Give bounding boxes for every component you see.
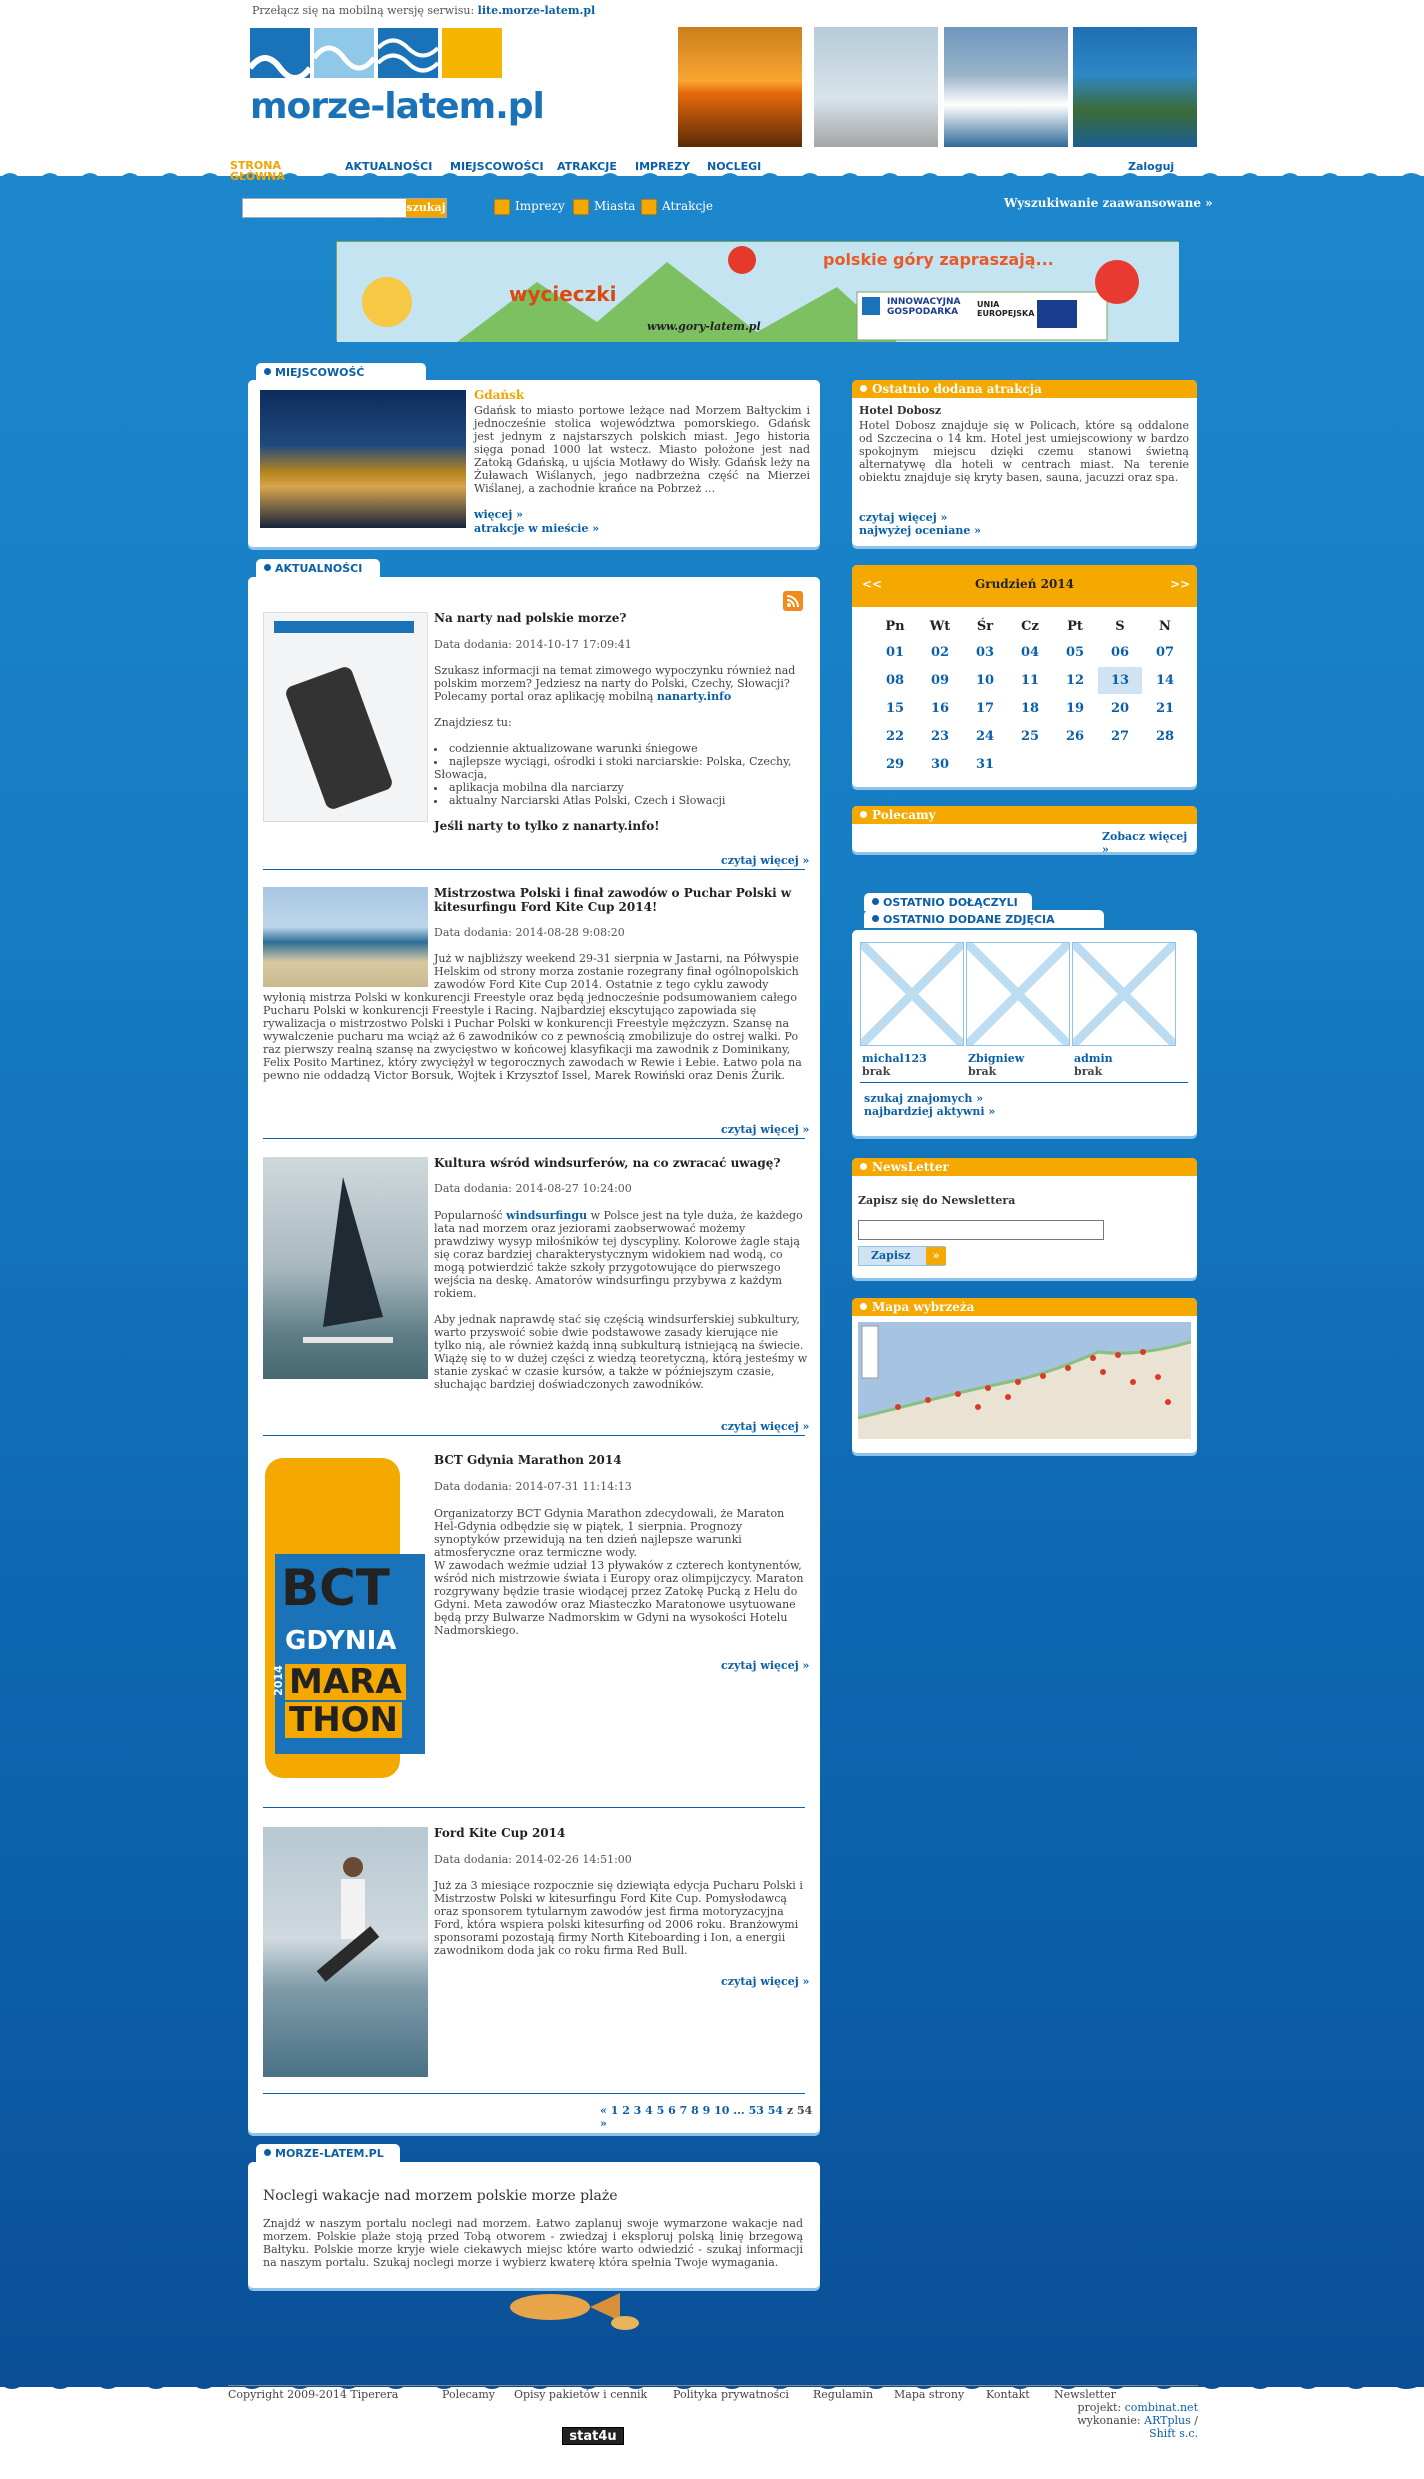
- footer-exec-link2[interactable]: Shift s.c.: [1149, 2427, 1198, 2440]
- list-item: • aplikacja mobilna dla narciarzy: [434, 781, 804, 794]
- article-1-body: [434, 664, 804, 833]
- article-1-list: [434, 742, 804, 807]
- calendar-panel: [852, 565, 1197, 787]
- article-5-title[interactable]: Ford Kite Cup 2014: [434, 1826, 566, 1840]
- pager-53[interactable]: 53: [748, 2104, 764, 2117]
- bct-thon-text: THON: [285, 1702, 402, 1738]
- calendar-days-row: [873, 614, 1187, 638]
- article-3-float: [263, 1209, 434, 1381]
- calendar-day[interactable]: 22: [885, 729, 905, 744]
- calendar-day[interactable]: 16: [930, 701, 950, 716]
- calendar-week: [873, 667, 1187, 694]
- footer-credits: projekt: combinat.net wykonanie: ARTplus / Shift s.c.: [1077, 2401, 1198, 2440]
- tab-recently-joined[interactable]: OSTATNIO DOŁĄCZYLI: [864, 893, 1032, 911]
- nanarty-link[interactable]: nanarty.info: [656, 690, 732, 703]
- newsletter-header: NewsLetter: [852, 1158, 1197, 1176]
- calendar-day[interactable]: 11: [1020, 673, 1040, 688]
- windsurfing-link[interactable]: windsurfingu: [506, 1209, 588, 1222]
- user-name-link[interactable]: admin: [1074, 1052, 1113, 1065]
- article-3-text2: Aby jednak naprawdę stać się częścią windsurferskiej subkultury, warto przyswoić sobie dwie podstawowe zasady kierujące nie tylko nią, ale również każdą inną subkulturą istniejącą na świecie. Wiążę się to w dużej części z wiedzą teoretyczną, którą jesteśmy w stanie zyskać w czasie kursów, a także w późniejszym czasie, słuchając bardziej doświadczonych zawodników.: [434, 1313, 808, 1391]
- checkbox-atrakcje[interactable]: [641, 199, 657, 215]
- attraction-header: Ostatnio dodana atrakcja: [852, 380, 1197, 398]
- rss-icon-glyph: [783, 591, 803, 611]
- footer-link-privacy[interactable]: Polityka prywatności: [673, 2388, 789, 2401]
- date-value: 2014-08-28 9:08:20: [515, 926, 625, 939]
- coast-map[interactable]: [858, 1322, 1191, 1439]
- stat4u-badge[interactable]: stat4u: [562, 2427, 624, 2445]
- recommend-more-link[interactable]: Zobacz więcej »: [1102, 830, 1188, 856]
- tab-town-of-week: MIEJSCOWOŚĆ: [256, 363, 426, 394]
- arrow-right-icon: »: [926, 1247, 946, 1265]
- nav-aktualnosci[interactable]: AKTUALNOŚCI: [345, 160, 433, 173]
- about-text: Znajdź w naszym portalu noclegi nad morzem. Łatwo zaplanuj swoje wymarzone wakacje nad morzem. Polskie plaże stoją przed Tobą otworem - zwiedzaj i eksploruj polską linię brzegową Bałtyku. Polskie morze kryje wiele ciekawych miejsc które warto odwiedzić - szukaj informacji na naszym portalu. Szukaj noclegi morze i wybierz kwaterę która spełnia Twoje wymagania.: [263, 2217, 803, 2269]
- find-friends-link[interactable]: szukaj znajomych »: [864, 1092, 984, 1105]
- article-2-float: [263, 952, 434, 990]
- calendar-day[interactable]: 12: [1065, 673, 1085, 688]
- calendar-day[interactable]: 09: [930, 673, 950, 688]
- attraction-name[interactable]: Hotel Dobosz: [859, 404, 942, 417]
- date-label: Data dodania:: [434, 1182, 512, 1195]
- calendar-day[interactable]: 03: [975, 645, 995, 660]
- town-name-link[interactable]: Gdańsk: [474, 388, 525, 402]
- article-2-read-more[interactable]: czytaj więcej »: [721, 1123, 810, 1136]
- footer-exec-link[interactable]: ARTplus: [1144, 2414, 1191, 2427]
- pager-next[interactable]: »: [600, 2117, 607, 2130]
- article-2-text: Już w najbliższy weekend 29-31 sierpnia w Jastarni, na Półwyspie Helskim od strony morza zostanie rozegrany finał ogólnopolskich zawodów Ford Kite Cup 2014. Ostatnie z tego cyklu zawody wyłonią mistrza Polski w konkurencji Freestyle oraz będą jednocześnie podsumowaniem całego Pucharu Polski w konkurencji Freestyle i Racing. Najbardziej ekscytująco zapowiada się rywalizacja o mistrzostwo Polski i Puchar Polski w konkurencji Freestyle mężczyzn. Szansę na wywalczenie pucharu ma wciąż aż 6 zawodników co z pewnością zmobilizuje do ostrej walki. Po raz pierwszy realną szansę na zwycięstwo w końcowej klasyfikacji ma zawodnik z Dominikany, Felix Posito Martinez, który zwyciężył w tegorocznych zawodach w Rewie i Łebie. Łatwo pola na pewno nie oddadzą Victor Borsuk, Wojtek i Krzysztof Issel, Marek Rowiński oraz Denis Żurik.: [263, 952, 802, 1082]
- tab-news: AKTUALNOŚCI: [256, 559, 380, 577]
- town-of-week-panel: [248, 380, 820, 547]
- calendar-grid: [872, 613, 1188, 779]
- footer-link-sitemap[interactable]: Mapa strony: [894, 2388, 965, 2401]
- article-5-date: [434, 1853, 632, 1866]
- most-active-link[interactable]: najbardziej aktywni »: [864, 1105, 996, 1118]
- footer-link-terms[interactable]: Regulamin: [813, 2388, 874, 2401]
- calendar-day[interactable]: 25: [1020, 729, 1040, 744]
- search-button[interactable]: szukaj: [406, 199, 446, 217]
- article-separator: [263, 1435, 805, 1436]
- article-separator: [263, 1138, 805, 1139]
- article-1-date: [434, 638, 632, 651]
- fish-decoration: [490, 2285, 650, 2335]
- date-label: Data dodania:: [434, 1480, 512, 1493]
- banner-headline: polskie góry zapraszają...: [823, 250, 1054, 269]
- banner-wycieczki: wycieczki: [509, 282, 617, 306]
- date-value: 2014-08-27 10:24:00: [515, 1182, 632, 1195]
- town-attractions-link[interactable]: atrakcje w mieście »: [474, 522, 600, 535]
- footer-proj-label: projekt:: [1077, 2401, 1122, 2414]
- date-label: Data dodania:: [434, 638, 512, 651]
- article-3-body: [263, 1209, 808, 1391]
- calendar-next[interactable]: >>: [1170, 577, 1191, 591]
- recommend-header: Polecamy: [852, 806, 1197, 824]
- bct-year-text: 2014: [271, 1665, 285, 1696]
- calendar-day[interactable]: 10: [975, 673, 995, 688]
- calendar-day[interactable]: 07: [1155, 645, 1175, 660]
- bct-gdynia-text: GDYNIA: [285, 1626, 397, 1656]
- town-description: Gdańsk to miasto portowe leżące nad Morzem Bałtyckim i jednocześnie stolica województwa pomorskiego. Gdańsk jest jednym z najstarszych polskich miast. Jego historia sięga ponad 1000 lat wstecz. Miasto położone jest nad Zatoką Gdańską, u ujścia Motławy do Wisły. Gdańsk leży na Żuławach Wiślanych, jego nadbrzeżna część na Mierzei Wiślanej, a zachodnie krańce na Pobrzeż ...: [474, 404, 810, 495]
- newsletter-panel: [852, 1158, 1197, 1278]
- article-1-intro: Szukasz informacji na temat zimowego wypoczynku również nad polskim morzem? Jedziesz na narty do Polski, Czechy, Słowacji? Polecamy portal oraz aplikację mobilną: [434, 664, 796, 703]
- mobile-version-link[interactable]: lite.morze-latem.pl: [477, 4, 596, 17]
- calendar-day-today[interactable]: 13: [1098, 667, 1142, 694]
- article-1-title[interactable]: Na narty nad polskie morze?: [434, 611, 627, 625]
- news-panel: [248, 577, 820, 2133]
- tab-about: MORZE-LATEM.PL: [256, 2144, 400, 2162]
- article-3-date: [434, 1182, 632, 1195]
- pager-54[interactable]: 54: [767, 2104, 784, 2117]
- user-photo-placeholder[interactable]: [966, 942, 1070, 1046]
- header-photo-seagull: [814, 27, 938, 147]
- about-panel: [248, 2162, 820, 2288]
- calendar-day[interactable]: 27: [1110, 729, 1130, 744]
- user-photo-placeholder[interactable]: [860, 942, 964, 1046]
- gdansk-photo[interactable]: [260, 390, 466, 528]
- calendar-day[interactable]: 30: [930, 757, 950, 772]
- article-5-read-more[interactable]: czytaj więcej »: [721, 1975, 810, 1988]
- calendar-prev[interactable]: <<: [862, 577, 883, 591]
- calendar-day: [1008, 751, 1052, 778]
- banner-url: www.gory-latem.pl: [647, 320, 761, 333]
- calendar-day: [1143, 751, 1187, 778]
- tab-recent-photos[interactable]: OSTATNIO DODANE ZDJĘCIA: [864, 910, 1104, 928]
- about-title: Noclegi wakacje nad morzem polskie morze plaże: [263, 2188, 618, 2204]
- article-2-title[interactable]: Mistrzostwa Polski i finał zawodów o Puchar Polski w kitesurfingu Ford Kite Cup 2014!: [434, 886, 792, 914]
- nav-home[interactable]: STRONA GŁÓWNA: [230, 159, 285, 183]
- calendar-day[interactable]: 31: [975, 757, 995, 772]
- article-3-title[interactable]: Kultura wśród windsurferów, na co zwracać uwagę?: [434, 1156, 781, 1170]
- recommend-panel: [852, 806, 1197, 856]
- article-4-title[interactable]: BCT Gdynia Marathon 2014: [434, 1453, 622, 1467]
- article-1-image[interactable]: [263, 612, 428, 822]
- calendar-day: [1053, 751, 1097, 778]
- section-separator: [860, 1082, 1188, 1083]
- advanced-search-link[interactable]: Wyszukiwanie zaawansowane »: [1004, 196, 1213, 210]
- article-3-read-more[interactable]: czytaj więcej »: [721, 1420, 810, 1433]
- newsletter-button-label: Zapisz: [871, 1249, 911, 1262]
- attraction-panel: [852, 380, 1197, 546]
- mobile-note-text: Przełącz się na mobilną wersję serwisu:: [252, 4, 475, 17]
- footer-copyright: Copyright 2009-2014 Tiperera: [228, 2388, 399, 2401]
- date-label: Data dodania:: [434, 1853, 512, 1866]
- bct-mara-text: MARA: [285, 1664, 406, 1700]
- article-separator: [263, 1807, 805, 1808]
- footer-link-contact[interactable]: Kontakt: [986, 2388, 1030, 2401]
- calendar-day[interactable]: 28: [1155, 729, 1175, 744]
- pager-pages[interactable]: 1 2 3 4 5 6 7 8 9 10: [610, 2104, 730, 2117]
- calendar-week: [873, 639, 1187, 666]
- nav-miejscowosci[interactable]: MIEJSCOWOŚCI: [450, 160, 544, 173]
- article-separator: [263, 2093, 805, 2094]
- calendar-day[interactable]: 18: [1020, 701, 1040, 716]
- town-more-link[interactable]: więcej »: [474, 508, 524, 521]
- ad-banner[interactable]: [336, 241, 1178, 341]
- banner-eu-text: INNOWACYJNA GOSPODARKA: [887, 297, 961, 317]
- article-5-image[interactable]: [263, 1827, 428, 2077]
- calendar-day[interactable]: 02: [930, 645, 950, 660]
- banner-eu-union: UNIA EUROPEJSKA: [977, 300, 1035, 318]
- calendar-day[interactable]: 26: [1065, 729, 1085, 744]
- calendar-header: [852, 565, 1197, 607]
- calendar-day[interactable]: 17: [975, 701, 995, 716]
- day-header: Cz: [1021, 618, 1039, 634]
- checkbox-atrakcje-label: Atrakcje: [662, 199, 713, 213]
- user-status: brak: [968, 1065, 997, 1078]
- footer-line: [228, 2385, 1198, 2386]
- calendar-day[interactable]: 01: [885, 645, 905, 660]
- calendar-day[interactable]: 29: [885, 757, 905, 772]
- checkbox-miasta[interactable]: [573, 199, 589, 215]
- footer-link-polecamy[interactable]: Polecamy: [442, 2388, 495, 2401]
- user-status: brak: [862, 1065, 891, 1078]
- article-4-image[interactable]: [263, 1454, 428, 1794]
- day-header: S: [1115, 618, 1125, 634]
- day-header: Pt: [1067, 618, 1083, 634]
- calendar-day[interactable]: 04: [1020, 645, 1040, 660]
- footer-link-newsletter[interactable]: Newsletter: [1054, 2388, 1116, 2401]
- kitesurfer-graphic: [263, 1827, 428, 2077]
- phone-graphic: [284, 665, 394, 811]
- pager-dots: ...: [733, 2104, 745, 2117]
- article-4-read-more[interactable]: czytaj więcej »: [721, 1659, 810, 1672]
- nanarty-header-bar: [274, 621, 414, 633]
- checkbox-imprezy-label: Imprezy: [515, 199, 565, 213]
- rss-icon[interactable]: [783, 591, 803, 611]
- article-separator: [263, 869, 805, 870]
- article-4-text: Organizatorzy BCT Gdynia Marathon zdecydowali, że Maraton Hel-Gdynia odbędzie się w piątek, 1 sierpnia. Prognozy synoptyków przewidują na ten dzień najlepsze warunki atmosferyczne oraz termiczne wody.: [434, 1507, 785, 1559]
- calendar-day[interactable]: 06: [1110, 645, 1130, 660]
- map-header: Mapa wybrzeża: [852, 1298, 1197, 1316]
- attraction-text: Hotel Dobosz znajduje się w Policach, które są oddalone od Szczecina o 14 km. Hotel jest umiejscowiony w bardzo spokojnym miejscu dzięki czemu stanowi świetną alternatywę dla hoteli w centrach miast. Na terenie obiektu znajduje się kryty basen, sauna, jacuzzi oraz spa.: [859, 419, 1189, 484]
- calendar-day[interactable]: 24: [975, 729, 995, 744]
- best-rated-link[interactable]: najwyżej oceniane »: [859, 524, 982, 537]
- calendar-day[interactable]: 21: [1155, 701, 1175, 716]
- day-header: N: [1159, 618, 1171, 634]
- article-3-text: w Polsce jest na tyle duża, że każdego lata nad morzem oraz jeziorami zaobserwować możemy prawdziwy wysyp miłośników tej dyscypliny. Kolorowe żagle stają się coraz bardziej charakterystycznym widokiem nad wodą, co mogą potwierdzić także szkoły przygotowujące do pierwszego wejścia na deskę. Amatorów windsurfingu przybywa z każdym rokiem.: [434, 1209, 803, 1300]
- user-photo-placeholder[interactable]: [1072, 942, 1176, 1046]
- calendar-week: [873, 695, 1187, 722]
- article-2-body: [263, 952, 808, 1082]
- user-name-link[interactable]: michal123: [862, 1052, 927, 1065]
- article-1-subhead: Znajdziesz tu:: [434, 716, 512, 729]
- header-photo-waves: [944, 27, 1068, 147]
- day-header: Śr: [976, 618, 994, 634]
- footer-exec-label: wykonanie:: [1077, 2414, 1141, 2427]
- recent-photos-panel: [852, 930, 1197, 1136]
- user-status: brak: [1074, 1065, 1103, 1078]
- newsletter-submit-button[interactable]: [858, 1246, 945, 1266]
- date-value: 2014-02-26 14:51:00: [515, 1853, 632, 1866]
- footer-proj-link[interactable]: combinat.net: [1124, 2401, 1198, 2414]
- checkbox-imprezy[interactable]: [494, 199, 510, 215]
- date-value: 2014-10-17 17:09:41: [515, 638, 632, 651]
- list-item: • codziennie aktualizowane warunki śniegowe: [434, 742, 804, 755]
- user-name-link[interactable]: Zbigniew: [968, 1052, 1025, 1065]
- date-value: 2014-07-31 11:14:13: [515, 1480, 632, 1493]
- nav-noclegi[interactable]: NOCLEGI: [707, 160, 762, 173]
- article-3-pre: Popularność: [434, 1209, 503, 1222]
- pager-prev[interactable]: «: [600, 2104, 607, 2117]
- attraction-more-link[interactable]: czytaj więcej »: [859, 511, 948, 524]
- login-link[interactable]: Zaloguj: [1128, 160, 1175, 173]
- pagination: [600, 2104, 820, 2130]
- header-photo-sunset: [678, 27, 802, 147]
- calendar-day[interactable]: 19: [1065, 701, 1085, 716]
- footer-link-packages[interactable]: Opisy pakietów i cennik: [514, 2388, 648, 2401]
- calendar-day[interactable]: 20: [1110, 701, 1130, 716]
- logo-text[interactable]: morze-latem.pl: [250, 86, 544, 127]
- calendar-day[interactable]: 15: [885, 701, 905, 716]
- day-header: Wt: [929, 618, 951, 634]
- newsletter-email-input[interactable]: [858, 1220, 1104, 1240]
- header-photo-coast: [1073, 27, 1197, 147]
- calendar-day[interactable]: 08: [885, 673, 905, 688]
- checkbox-miasta-label: Miasta: [594, 199, 636, 213]
- article-2-date: [434, 926, 625, 939]
- calendar-day[interactable]: 23: [930, 729, 950, 744]
- article-4-text2: W zawodach weźmie udział 13 pływaków z czterech kontynentów, wśród nich mistrzowie świata i Europy oraz olimpijczycy. Maraton rozgrywany będzie trasie wiodącej przez Zatokę Pucką z Helu do Gdyni. Meta zawodów oraz Miasteczko Maratonowe usytuowane będą przy Bulwarze Nadmorskim w Gdyni na wysokości Hotelu Nadmorskiego.: [434, 1559, 804, 1637]
- pager-total: z 54: [786, 2104, 813, 2117]
- calendar-day[interactable]: 14: [1155, 673, 1175, 688]
- article-4-body: [434, 1507, 804, 1637]
- article-1-final: Jeśli narty to tylko z nanarty.info!: [434, 819, 660, 833]
- mobile-version-note: [252, 4, 595, 17]
- nav-imprezy[interactable]: IMPREZY: [635, 160, 691, 173]
- list-item: • aktualny Narciarski Atlas Polski, Czech i Słowacji: [434, 794, 804, 807]
- map-panel: [852, 1298, 1197, 1453]
- calendar-title: Grudzień 2014: [975, 577, 1074, 591]
- calendar-day[interactable]: 05: [1065, 645, 1085, 660]
- calendar-day: [1098, 751, 1142, 778]
- day-header: Pn: [885, 618, 905, 634]
- bct-logo-text: BCT: [281, 1559, 390, 1617]
- calendar-week: [873, 751, 1187, 778]
- calendar-week: [873, 723, 1187, 750]
- nav-atrakcje[interactable]: ATRAKCJE: [557, 160, 617, 173]
- date-label: Data dodania:: [434, 926, 512, 939]
- article-1-read-more[interactable]: czytaj więcej »: [721, 854, 810, 867]
- article-4-date: [434, 1480, 632, 1493]
- list-item: • najlepsze wyciągi, ośrodki i stoki narciarskie: Polska, Czechy, Słowacja,: [434, 755, 804, 781]
- newsletter-label: Zapisz się do Newslettera: [858, 1194, 1016, 1207]
- article-5-body: Już za 3 miesiące rozpocznie się dziewiąta edycja Pucharu Polski i Mistrzostw Polski w kitesurfingu Ford Kite Cup. Pomysłodawcą oraz sponsorem tytularnym zawodów jest firma motoryzacyjna Ford, która wspiera polski kitesurfing od 2006 roku. Branżowymi sponsorami pozostają firmy North Kiteboarding i Ion, a energii zawodnikom doda jak co roku firma Red Bull.: [434, 1879, 803, 1957]
